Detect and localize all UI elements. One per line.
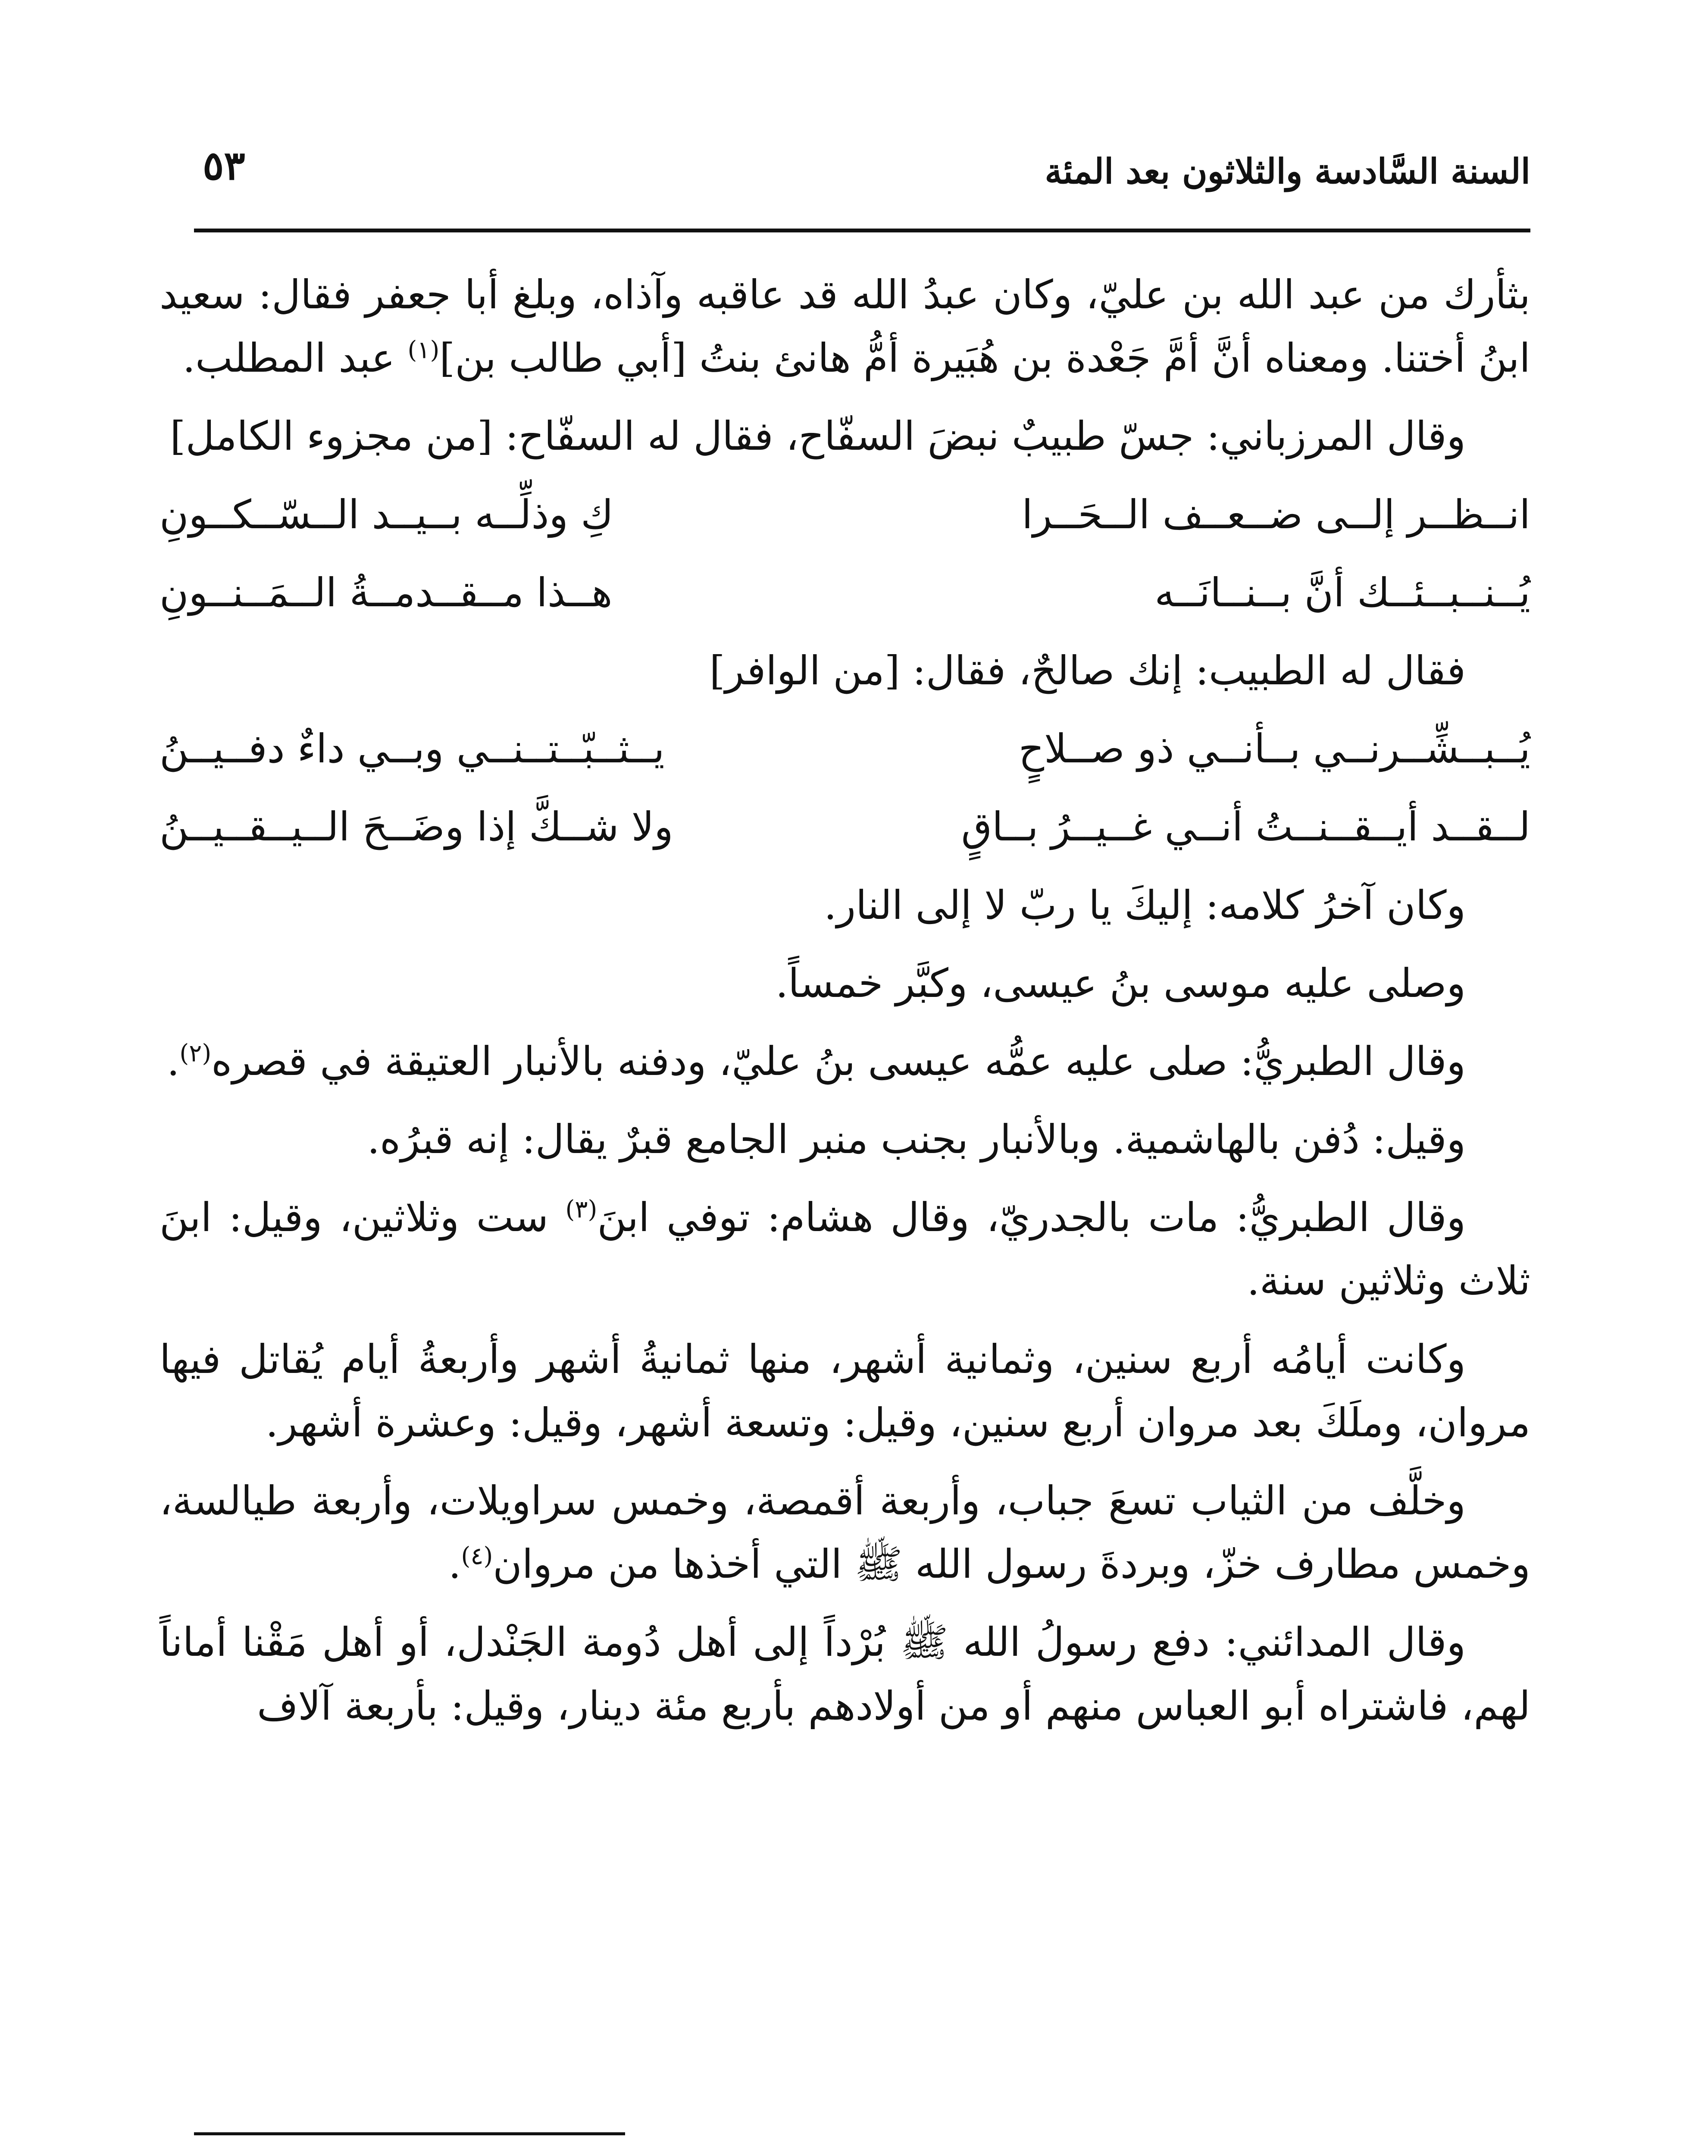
verse-line-1: [160, 483, 1530, 546]
running-header: [194, 142, 1530, 229]
verse-second-hemistich: كِ وذلِّــه بــيــد الــسّــكــونِ: [160, 491, 613, 538]
verse-line-2: [160, 561, 1530, 624]
paragraph-text: بثأرك من عبد الله بن عليّ، وكان عبدُ الله قد عاقبه وآذاه، وبلغ أبا جعفر فقال: سعيد ابنُ أختنا. ومعناه أنَّ أمَّ جَعْدة بن هُبَيرة أمُّ هانئ بنتُ [أبي طالب بن]: [160, 272, 1530, 382]
page-number: ٥٣: [203, 142, 245, 189]
verse-second-hemistich: هــذا مــقــدمــةُ الــمَــنــونِ: [160, 569, 613, 616]
verse-first-hemistich: لــقــد أيــقــنــتُ أنــي غــيــرُ بــاقٍ: [961, 804, 1530, 850]
paragraph-1: [160, 263, 1530, 390]
verse-first-hemistich: يُــبــشِّــرنــي بــأنــي ذو صــلاحٍ: [1018, 726, 1530, 772]
paragraph-11: وقال المدائني: دفع رسولُ الله ﷺ بُرْداً إلى أهل دُومة الجَنْدل، أو أهل مَقْنا أماناً لهم، فاشتراه أبو العباس منهم أو من أولادهم بأربع مئة دينار، وقيل: بأربعة آلاف: [160, 1619, 1530, 1729]
verse-first-hemistich: انــظــر إلــى ضــعــف الــحَــرا: [1022, 491, 1530, 538]
paragraph-tail: عبد المطلب.: [182, 335, 408, 382]
paragraph-10: [160, 1469, 1530, 1596]
paragraph-text: وقال الطبريُّ: مات بالجدريّ، وقال هشام: توفي ابنَ: [597, 1194, 1466, 1241]
header-rule: [194, 229, 1530, 232]
verse-second-hemistich: يــثــبّــتــنــي وبــي داءٌ دفــيــنُ: [160, 726, 665, 772]
paragraph-6: [160, 1030, 1530, 1093]
paragraph-4: وكان آخرُ كلامه: إليكَ يا ربّ لا إلى النار.: [824, 882, 1466, 928]
paragraph-tail: ست وثلاثين، وقيل: ابنَ ثلاث وثلاثين سنة.: [160, 1194, 1530, 1304]
footnote-ref-4[interactable]: (٤): [461, 1542, 493, 1570]
verse-line-4: [160, 795, 1530, 859]
footnote-ref-3[interactable]: (٣): [565, 1195, 597, 1224]
paragraph-2: وقال المرزباني: جسّ طبيبٌ نبضَ السفّاح، فقال له السفّاح: [من مجزوء الكامل]: [170, 413, 1466, 460]
verse-second-hemistich: ولا شــكَّ إذا وضَــحَ الــيــقــيــنُ: [160, 804, 673, 850]
verse-first-hemistich: يُــنــبــئــك أنَّ بــنــانَــه: [1154, 569, 1530, 616]
paragraph-7: وقيل: دُفن بالهاشمية. وبالأنبار بجنب منبر الجامع قبرٌ يقال: إنه قبرُه.: [367, 1116, 1466, 1163]
footnote-ref-1[interactable]: (١): [407, 336, 440, 364]
paragraph-text: وقال الطبريُّ: صلى عليه عمُّه عيسى بنُ عليّ، ودفنه بالأنبار العتيقة في قصره: [211, 1038, 1466, 1084]
main-text: [160, 263, 1530, 2104]
verse-line-3: [160, 717, 1530, 780]
paragraph-8: [160, 1186, 1530, 1313]
paragraph-9: وكانت أيامُه أربع سنين، وثمانية أشهر، منها ثمانيةُ أشهر وأربعةُ أيام يُقاتل فيها مروان، وملَكَ بعد مروان أربع سنين، وقيل: وتسعة أشهر، وقيل: وعشرة أشهر.: [160, 1336, 1530, 1446]
paragraph-tail: .: [167, 1038, 180, 1084]
paragraph-tail: .: [448, 1541, 461, 1588]
chapter-title: السنة السَّادسة والثلاثون بعد المئة: [1045, 151, 1530, 191]
paragraph-5: وصلى عليه موسى بنُ عيسى، وكبَّر خمساً.: [775, 960, 1466, 1006]
footnote-ref-2[interactable]: (٢): [179, 1039, 212, 1068]
footnote-separator: [194, 2132, 625, 2135]
paragraph-3: فقال له الطبيب: إنك صالحٌ، فقال: [من الوافر]: [709, 647, 1466, 694]
paragraph-text: وخلَّف من الثياب تسعَ جباب، وأربعة أقمصة، وخمس سراويلات، وأربعة طيالسة، وخمس مطارف خزّ، وبردةَ رسول الله ﷺ التي أخذها من مروان: [160, 1478, 1530, 1588]
